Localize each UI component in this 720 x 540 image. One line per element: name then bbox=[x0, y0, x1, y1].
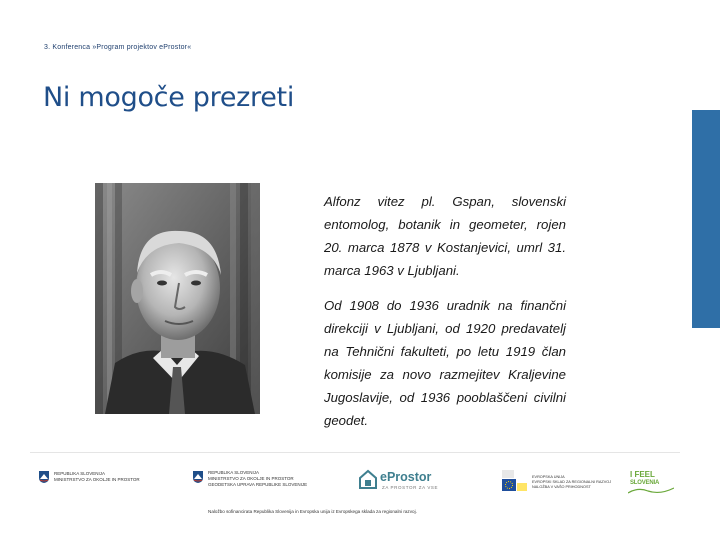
biography-text bbox=[324, 190, 566, 444]
logo1-line2: MINISTRSTVO ZA OKOLJE IN PROSTOR bbox=[54, 477, 140, 482]
slovenia-coat-icon bbox=[192, 470, 204, 484]
biography-paragraph-1: Alfonz vitez pl. Gspan, slovenski entomolog, botanik in geometer, rojen 20. marca 1878 v Kostanjevici, umrl 31. marca 1963 v Ljubljani. bbox=[324, 194, 566, 278]
footer-divider bbox=[30, 452, 680, 453]
ifeel-bottom: SLOVENIA bbox=[630, 480, 660, 486]
logo2-line3: GEODETSKA UPRAVA REPUBLIKE SLOVENIJE bbox=[208, 482, 308, 487]
slide-title: Ni mogoče prezreti bbox=[43, 82, 295, 113]
mountain-wave-icon bbox=[628, 486, 674, 494]
logo2-line2: MINISTRSTVO ZA OKOLJE IN PROSTOR bbox=[208, 476, 294, 481]
i-feel-slovenia-logo bbox=[628, 470, 676, 494]
eu-line1: EVROPSKA UNIJA bbox=[532, 475, 565, 479]
logo1-line1: REPUBLIKA SLOVENIJA bbox=[54, 471, 106, 476]
conference-subtitle: 3. Konferenca »Program projektov eProstor« bbox=[44, 44, 192, 51]
accent-bar bbox=[692, 110, 720, 328]
eu-line2: EVROPSKI SKLAD ZA REGIONALNI RAZVOJ bbox=[532, 480, 612, 484]
eu-flag-icon bbox=[502, 470, 528, 492]
ifeel-top: I FEEL bbox=[630, 470, 655, 479]
logo2-line1: REPUBLIKA SLOVENIJA bbox=[208, 470, 260, 475]
eprostor-mark-icon bbox=[358, 468, 378, 490]
cofunding-notice: Naložbo sofinancirata Republika Slovenija in Evropska unija iz Evropskega sklada za regionalni razvoj. bbox=[208, 509, 417, 514]
eu-line3: NALOŽBA V VAŠO PRIHODNOST bbox=[532, 485, 591, 489]
portrait-photo-icon bbox=[95, 183, 260, 414]
slovenia-coat-icon bbox=[38, 470, 50, 484]
biography-paragraph-2: Od 1908 do 1936 uradnik na finančni direkciji v Ljubljani, od 1920 predavatelj na Tehnični fakulteti, po letu 1919 član komisije za novo razmejitev Kraljevine Jugoslavije, od 1936 pooblaščeni civilni geodet. bbox=[324, 298, 566, 428]
eprostor-name: eProstor bbox=[380, 470, 432, 484]
eprostor-tagline: ZA PROSTOR ZA VSE bbox=[382, 485, 439, 490]
portrait-photo bbox=[95, 183, 260, 414]
